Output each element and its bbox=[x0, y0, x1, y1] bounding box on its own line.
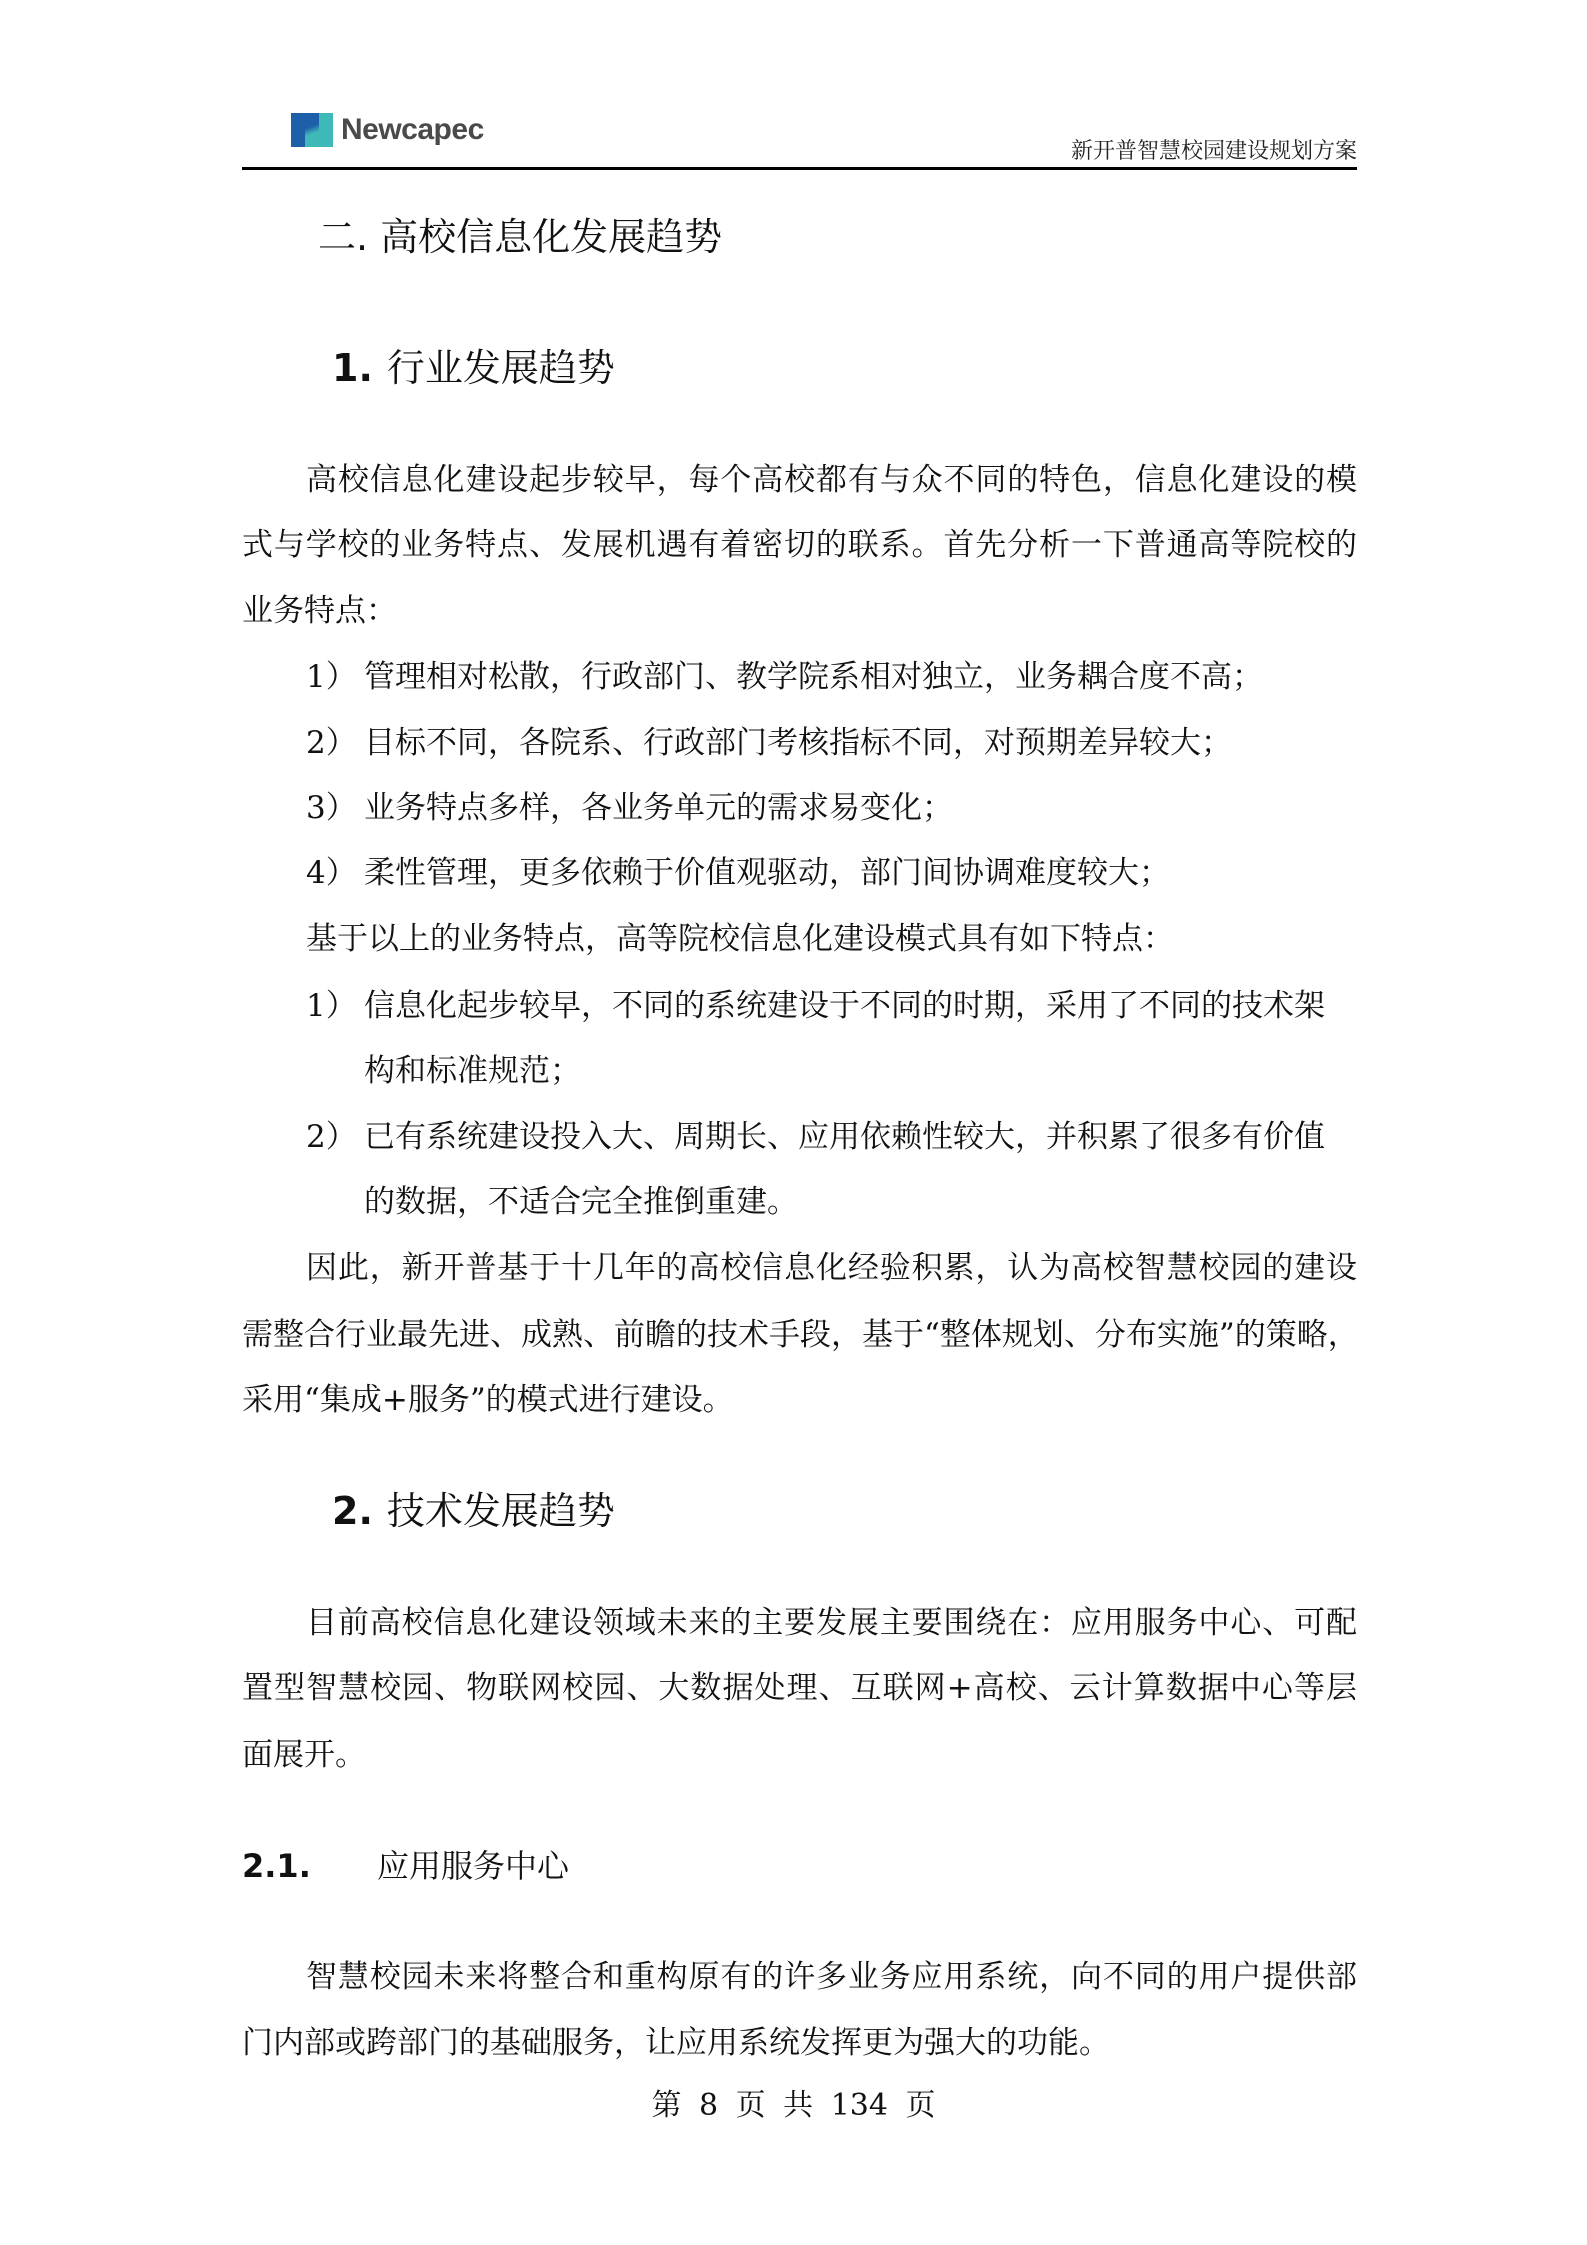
paragraph-line: 采用“集成+服务”的模式进行建设。 bbox=[242, 1382, 734, 1418]
list-item: 1） 管理相对松散，行政部门、教学院系相对独立，业务耦合度不高； bbox=[306, 659, 1263, 695]
list-item: 4） 柔性管理，更多依赖于价值观驱动，部门间协调难度较大； bbox=[306, 855, 1170, 891]
paragraph-line: 式与学校的业务特点、发展机遇有着密切的联系。首先分析一下普通高等院校的 bbox=[242, 527, 1357, 563]
section-number: 2. bbox=[332, 1489, 373, 1533]
page-number: 第 8 页 共 134 页 bbox=[651, 2088, 936, 2123]
section-2-heading bbox=[332, 1486, 615, 1536]
paragraph-line: 门内部或跨部门的基础服务，让应用系统发挥更为强大的功能。 bbox=[242, 2025, 1110, 2061]
paragraph-line: 置型智慧校园、物联网校园、大数据处理、互联网+高校、云计算数据中心等层 bbox=[242, 1670, 1357, 1706]
paragraph-line: 高校信息化建设起步较早，每个高校都有与众不同的特色，信息化建设的模 bbox=[306, 462, 1357, 498]
paragraph-line: 智慧校园未来将整合和重构原有的许多业务应用系统，向不同的用户提供部 bbox=[306, 1959, 1357, 1995]
list-item-continuation: 构和标准规范； bbox=[364, 1053, 581, 1089]
paragraph-line: 业务特点： bbox=[242, 593, 397, 629]
section-title: 应用服务中心 bbox=[377, 1847, 570, 1885]
section-number: 2.1. bbox=[242, 1847, 311, 1885]
paragraph-line: 基于以上的业务特点，高等院校信息化建设模式具有如下特点： bbox=[306, 921, 1174, 957]
logo-text: Newcapec bbox=[341, 113, 484, 146]
chapter-title: 二. 高校信息化发展趋势 bbox=[318, 215, 723, 259]
list-item: 3） 业务特点多样，各业务单元的需求易变化； bbox=[306, 790, 953, 826]
list-item: 1） 信息化起步较早，不同的系统建设于不同的时期，采用了不同的技术架 bbox=[306, 988, 1325, 1024]
newcapec-logo bbox=[291, 113, 484, 147]
paragraph-line: 需整合行业最先进、成熟、前瞻的技术手段，基于“整体规划、分布实施”的策略， bbox=[242, 1317, 1359, 1353]
paragraph-line: 因此，新开普基于十几年的高校信息化经验积累，认为高校智慧校园的建设 bbox=[306, 1250, 1357, 1286]
section-1-heading bbox=[332, 343, 615, 393]
list-item: 2） 目标不同，各院系、行政部门考核指标不同，对预期差异较大； bbox=[306, 725, 1232, 761]
list-item-continuation: 的数据，不适合完全推倒重建。 bbox=[364, 1184, 798, 1220]
section-number: 1. bbox=[332, 346, 373, 390]
paragraph-line: 目前高校信息化建设领域未来的主要发展主要围绕在：应用服务中心、可配 bbox=[306, 1605, 1357, 1641]
section-title: 行业发展趋势 bbox=[386, 346, 615, 390]
header-rule bbox=[242, 167, 1357, 170]
logo-mark-icon bbox=[291, 113, 333, 147]
paragraph-line: 面展开。 bbox=[242, 1737, 366, 1773]
list-item: 2） 已有系统建设投入大、周期长、应用依赖性较大，并积累了很多有价值 bbox=[306, 1119, 1325, 1155]
section-title: 技术发展趋势 bbox=[386, 1489, 615, 1533]
document-title: 新开普智慧校园建设规划方案 bbox=[1070, 139, 1357, 164]
section-2-1-heading bbox=[242, 1844, 569, 1888]
